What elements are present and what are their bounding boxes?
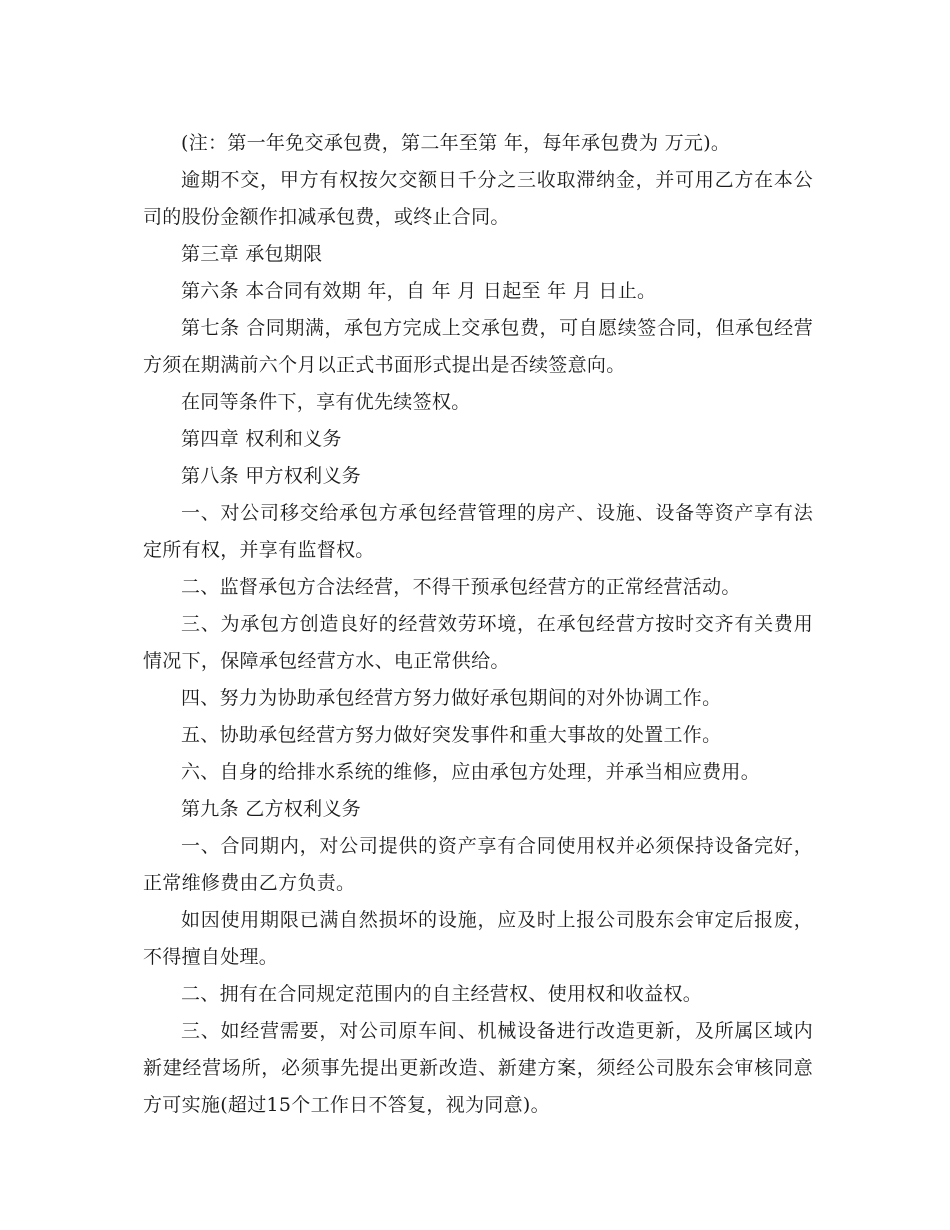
party-a-item-1: 一、对公司移交给承包方承包经营管理的房产、设施、设备等资产享有法定所有权，并享有监督权。 (143, 502, 813, 561)
article-9-heading: 第九条 乙方权利义务 (181, 798, 362, 820)
party-b-item-3: 三、如经营需要，对公司原车间、机械设备进行改造更新，及所属区域内新建经营场所，必须事先提出更新改造、新建方案，须经公司股东会审核同意方可实施(超过15个工作日不答复，视为同意)。 (143, 1020, 813, 1116)
chapter-3-heading: 第三章 承包期限 (181, 243, 323, 265)
late-payment-paragraph: 逾期不交，甲方有权按欠交额日千分之三收取滞纳金，并可用乙方在本公司的股份金额作扣减承包费，或终止合同。 (143, 169, 813, 228)
article-7-paragraph: 第七条 合同期满，承包方完成上交承包费，可自愿续签合同，但承包经营方须在期满前六个月以正式书面形式提出是否续签意向。 (143, 317, 813, 376)
party-a-item-4: 四、努力为协助承包经营方努力做好承包期间的对外协调工作。 (181, 687, 722, 709)
article-6-paragraph: 第六条 本合同有效期 年，自 年 月 日起至 年 月 日止。 (181, 280, 657, 302)
party-b-item-2: 二、拥有在合同规定范围内的自主经营权、使用权和收益权。 (181, 983, 703, 1005)
party-a-item-6: 六、自身的给排水系统的维修，应由承包方处理，并承当相应费用。 (181, 761, 761, 783)
party-a-item-5: 五、协助承包经营方努力做好突发事件和重大事故的处置工作。 (181, 724, 722, 746)
party-b-item-1-continued: 如因使用期限已满自然损坏的设施，应及时上报公司股东会审定后报废，不得擅自处理。 (143, 909, 813, 968)
renewal-priority-paragraph: 在同等条件下，享有优先续签权。 (181, 391, 471, 413)
party-a-item-2: 二、监督承包方合法经营，不得干预承包经营方的正常经营活动。 (181, 576, 741, 598)
party-b-item-1: 一、合同期内，对公司提供的资产享有合同使用权并必须保持设备完好，正常维修费由乙方负责。 (143, 835, 813, 894)
party-a-item-3: 三、为承包方创造良好的经营效劳环境，在承包经营方按时交齐有关费用情况下，保障承包经营方水、电正常供给。 (143, 613, 813, 672)
article-8-heading: 第八条 甲方权利义务 (181, 465, 362, 487)
fee-note-paragraph: (注：第一年免交承包费，第二年至第 年，每年承包费为 万元)。 (181, 132, 731, 154)
document-body (143, 125, 813, 1124)
chapter-4-heading: 第四章 权利和义务 (181, 428, 342, 450)
